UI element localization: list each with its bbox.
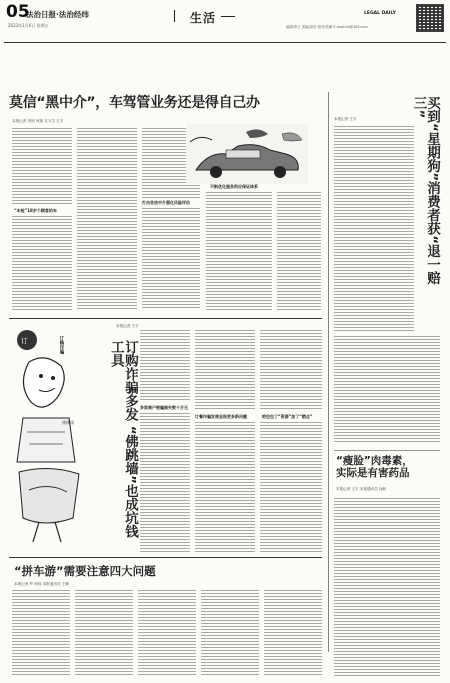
sidebar-byline: 本报记者 王宇 本报通讯员 何帆 (336, 487, 387, 491)
date-line: 2023年1月6日 星期五 (8, 23, 49, 28)
page-number: 05 (6, 2, 30, 22)
fraud-subhead-1: 多家商户被骗损失数十万元 (140, 405, 188, 410)
main-column-5 (277, 192, 321, 310)
bottom-byline: 本报记者 罗 何伟 本报通讯员 王琳 (14, 582, 69, 586)
right-divider (328, 92, 329, 652)
bottom-headline: “拼车游”需要注意四大问题 (14, 564, 156, 578)
qr-code-icon (416, 4, 444, 32)
bottom-column-3 (138, 590, 196, 676)
traffic-cartoon (186, 124, 308, 184)
main-bottom-rule (9, 318, 322, 319)
fraud-cartoon-note: 佛跳墙 (62, 420, 74, 425)
main-column-1 (12, 128, 72, 206)
sidebar-column-1 (334, 498, 440, 676)
main-subhead-1: “车检”18岁个顾客的车 (14, 208, 57, 213)
main-headline: 莫信“黑中介”，车驾管业务还是得自己办 (9, 95, 260, 111)
right-top-column-2 (334, 336, 440, 444)
fraud-column-3b (260, 422, 322, 553)
section-ornament (221, 16, 235, 17)
section-title: 生活 (190, 11, 217, 25)
bottom-column-1 (12, 590, 70, 676)
fraud-byline: 本报记者 王宇 (116, 324, 139, 328)
bottom-column-2 (75, 590, 133, 676)
main-column-1b (12, 216, 72, 310)
fraud-cartoon-label: 订购诈骗 (59, 336, 64, 354)
svg-text:订: 订 (21, 337, 28, 345)
masthead (4, 4, 446, 40)
main-column-3b (142, 208, 200, 310)
fraud-bottom-rule (9, 557, 322, 558)
fraud-column-1 (140, 330, 190, 402)
fraud-column-2 (195, 330, 255, 410)
main-column-2 (77, 128, 137, 310)
editor-line: 编辑/李立 美编/高岳 校对/张鹏 E-mail:lrb@163.com (286, 25, 368, 29)
main-subhead-2: 打击非法中介强化风险评估 (142, 200, 190, 205)
legal-daily-label: LEGAL DAILY (364, 11, 396, 16)
fraud-headline: 订购诈骗多发 “佛跳墙”也成坑钱工具 (107, 340, 138, 538)
sidebar-headline: “瘦脸”肉毒素，实际是有害药品 (336, 455, 413, 480)
fraud-subhead-3: 给包包了“资源”加了“燃点” (262, 414, 313, 419)
paper-name: 法治日报·法治经纬 (26, 10, 89, 19)
bottom-column-5 (264, 590, 322, 676)
main-column-4 (206, 192, 272, 310)
main-subhead-3: 不断优化服务供应保证体系 (210, 184, 258, 189)
bottom-column-4 (201, 590, 259, 676)
main-byline: 本报记者 刘欣 何莲 实习生 王宇 (12, 119, 64, 123)
fraud-column-3 (260, 330, 322, 410)
right-top-byline: 本报记者 王宇 (334, 117, 357, 121)
fraud-subhead-2: 订餐诈骗发展呈现更多新问题 (195, 414, 247, 419)
sidebar-top-rule (334, 450, 440, 451)
calligraphy-section-icon (174, 10, 183, 22)
fraud-column-2b (195, 422, 255, 553)
right-top-headline: 买到“星期狗”消费者获“退一赔三” (410, 96, 440, 285)
fraud-column-1b (140, 413, 190, 553)
right-top-column-1 (334, 126, 414, 332)
fraud-cartoon (9, 322, 95, 546)
masthead-rule (4, 42, 446, 43)
